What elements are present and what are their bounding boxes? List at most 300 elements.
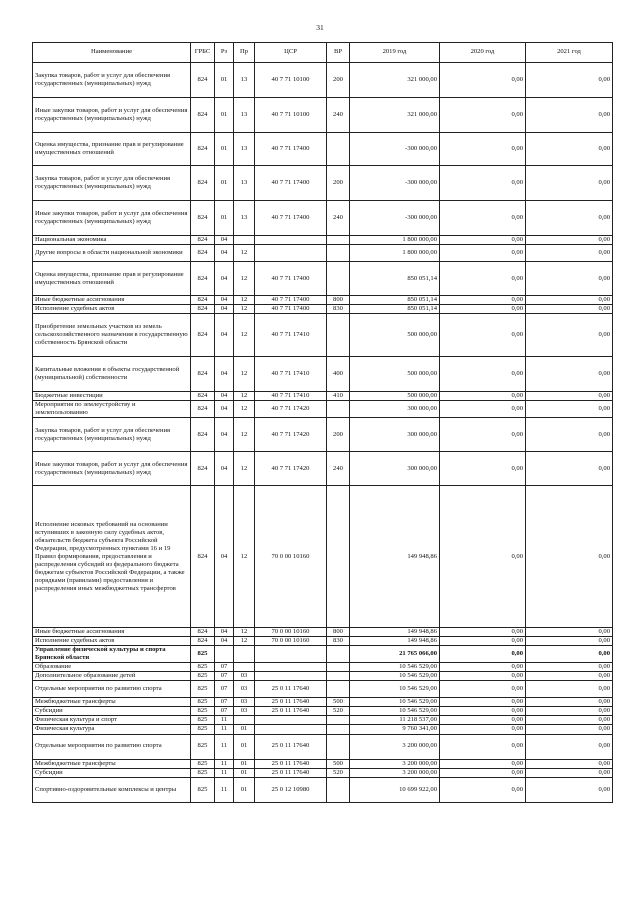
row-2021-cell: 0,00: [526, 401, 613, 418]
row-2021-cell: 0,00: [526, 716, 613, 725]
row-2020-cell: 0,00: [440, 133, 526, 166]
row-pr-cell: 03: [234, 681, 255, 698]
row-csr-cell: 70 0 00 10160: [255, 486, 327, 628]
row-grbs-cell: 825: [191, 681, 215, 698]
row-pr-cell: 01: [234, 759, 255, 768]
row-vr-cell: 500: [327, 698, 350, 707]
row-name-cell: Физическая культура и спорт: [33, 716, 191, 725]
row-csr-cell: 40 7 71 17400: [255, 296, 327, 305]
page-number: 31: [316, 23, 324, 32]
row-grbs-cell: 824: [191, 98, 215, 133]
row-rz-cell: 01: [215, 98, 234, 133]
row-2020-cell: 0,00: [440, 98, 526, 133]
row-grbs-cell: 825: [191, 725, 215, 734]
row-name-cell: Иные бюджетные ассигнования: [33, 628, 191, 637]
row-2019-cell: 500 000,00: [350, 357, 440, 392]
row-vr-cell: 410: [327, 392, 350, 401]
row-csr-cell: 40 7 71 17410: [255, 392, 327, 401]
row-2020-cell: 0,00: [440, 663, 526, 672]
row-2019-cell: 3 200 000,00: [350, 768, 440, 777]
row-csr-cell: 40 7 71 17400: [255, 201, 327, 236]
row-csr-cell: 40 7 71 17410: [255, 314, 327, 357]
row-grbs-cell: 824: [191, 357, 215, 392]
row-rz-cell: 11: [215, 777, 234, 802]
row-2020-cell: 0,00: [440, 734, 526, 759]
row-grbs-cell: 824: [191, 314, 215, 357]
row-name-cell: Приобретение земельных участков из земель сельскохозяйственного назначения в государственную собственность Брянской области: [33, 314, 191, 357]
table-header-row: [33, 43, 613, 63]
row-pr-cell: 12: [234, 637, 255, 646]
row-pr-cell: 12: [234, 486, 255, 628]
row-grbs-cell: 824: [191, 245, 215, 262]
row-csr-cell: 25 0 11 17640: [255, 768, 327, 777]
row-rz-cell: 07: [215, 707, 234, 716]
table-row: [33, 681, 613, 698]
row-2021-cell: 0,00: [526, 392, 613, 401]
row-rz-cell: 01: [215, 166, 234, 201]
table-row: [33, 392, 613, 401]
row-vr-cell: 830: [327, 305, 350, 314]
row-2021-cell: 0,00: [526, 63, 613, 98]
row-2020-cell: 0,00: [440, 637, 526, 646]
row-2019-cell: 850 051,14: [350, 262, 440, 296]
row-csr-cell: 25 0 11 17640: [255, 698, 327, 707]
table-row: [33, 401, 613, 418]
row-2019-cell: 1 800 000,00: [350, 236, 440, 245]
table-row: [33, 418, 613, 452]
row-csr-cell: 70 0 00 10160: [255, 637, 327, 646]
row-rz-cell: 04: [215, 245, 234, 262]
row-2020-cell: 0,00: [440, 401, 526, 418]
row-rz-cell: 07: [215, 672, 234, 681]
table-row: [33, 663, 613, 672]
header-grbs: ГРБС: [191, 43, 215, 63]
row-vr-cell: [327, 672, 350, 681]
row-grbs-cell: 824: [191, 452, 215, 486]
row-name-cell: Иные закупки товаров, работ и услуг для обеспечения государственных (муниципальных) нужд: [33, 201, 191, 236]
table-row: [33, 296, 613, 305]
header-vr: ВР: [327, 43, 350, 63]
row-2020-cell: 0,00: [440, 716, 526, 725]
row-rz-cell: 01: [215, 63, 234, 98]
row-2019-cell: 149 948,86: [350, 637, 440, 646]
row-2020-cell: 0,00: [440, 201, 526, 236]
row-2019-cell: 10 546 529,00: [350, 707, 440, 716]
row-csr-cell: [255, 725, 327, 734]
row-2021-cell: 0,00: [526, 296, 613, 305]
row-grbs-cell: 825: [191, 768, 215, 777]
row-vr-cell: [327, 314, 350, 357]
row-2021-cell: 0,00: [526, 418, 613, 452]
row-2021-cell: 0,00: [526, 236, 613, 245]
table-row: [33, 768, 613, 777]
row-2019-cell: 1 800 000,00: [350, 245, 440, 262]
row-rz-cell: 04: [215, 262, 234, 296]
table-row: [33, 201, 613, 236]
table-row: [33, 486, 613, 628]
row-2021-cell: 0,00: [526, 663, 613, 672]
table-row: [33, 245, 613, 262]
row-csr-cell: 40 7 71 17420: [255, 401, 327, 418]
row-rz-cell: 04: [215, 392, 234, 401]
row-grbs-cell: 824: [191, 262, 215, 296]
table-row: [33, 698, 613, 707]
row-name-cell: Исполнение судебных актов: [33, 305, 191, 314]
row-pr-cell: 01: [234, 777, 255, 802]
row-2019-cell: 300 000,00: [350, 418, 440, 452]
row-vr-cell: [327, 262, 350, 296]
row-name-cell: Оценка имущества, признание прав и регулирование имущественных отношений: [33, 262, 191, 296]
row-2020-cell: 0,00: [440, 166, 526, 201]
row-2019-cell: 10 546 529,00: [350, 698, 440, 707]
row-2019-cell: 9 760 341,00: [350, 725, 440, 734]
row-name-cell: Образование: [33, 663, 191, 672]
row-name-cell: Межбюджетные трансферты: [33, 698, 191, 707]
row-pr-cell: [234, 716, 255, 725]
header-name: Наименование: [33, 43, 191, 63]
row-csr-cell: 40 7 71 17400: [255, 262, 327, 296]
header-2021: 2021 год: [526, 43, 613, 63]
row-vr-cell: 800: [327, 296, 350, 305]
row-name-cell: Закупка товаров, работ и услуг для обеспечения государственных (муниципальных) нужд: [33, 166, 191, 201]
table-row: [33, 725, 613, 734]
row-2021-cell: 0,00: [526, 734, 613, 759]
row-grbs-cell: 824: [191, 628, 215, 637]
row-csr-cell: [255, 245, 327, 262]
row-grbs-cell: 825: [191, 777, 215, 802]
row-rz-cell: 04: [215, 236, 234, 245]
row-2019-cell: 10 546 529,00: [350, 681, 440, 698]
row-2020-cell: 0,00: [440, 357, 526, 392]
row-2020-cell: 0,00: [440, 236, 526, 245]
row-2019-cell: 3 200 000,00: [350, 759, 440, 768]
row-2021-cell: 0,00: [526, 681, 613, 698]
row-2021-cell: 0,00: [526, 133, 613, 166]
row-2021-cell: 0,00: [526, 637, 613, 646]
table-row: [33, 357, 613, 392]
row-2020-cell: 0,00: [440, 628, 526, 637]
row-name-cell: Субсидии: [33, 768, 191, 777]
row-2021-cell: 0,00: [526, 777, 613, 802]
row-rz-cell: 04: [215, 314, 234, 357]
row-name-cell: Мероприятия по землеустройству и землепользованию: [33, 401, 191, 418]
row-2021-cell: 0,00: [526, 98, 613, 133]
row-pr-cell: 13: [234, 201, 255, 236]
row-name-cell: Физическая культура: [33, 725, 191, 734]
row-name-cell: Управление физической культуры и спорта Брянской области: [33, 646, 191, 663]
row-csr-cell: 40 7 71 10100: [255, 63, 327, 98]
row-pr-cell: 13: [234, 63, 255, 98]
row-grbs-cell: 824: [191, 236, 215, 245]
row-2019-cell: 3 200 000,00: [350, 734, 440, 759]
row-pr-cell: 12: [234, 418, 255, 452]
row-pr-cell: 12: [234, 401, 255, 418]
row-2019-cell: 21 765 066,00: [350, 646, 440, 663]
row-2020-cell: 0,00: [440, 392, 526, 401]
row-2021-cell: 0,00: [526, 725, 613, 734]
row-name-cell: Отдельные мероприятия по развитию спорта: [33, 734, 191, 759]
row-pr-cell: 12: [234, 314, 255, 357]
row-2019-cell: 10 546 529,00: [350, 672, 440, 681]
row-pr-cell: 12: [234, 305, 255, 314]
row-2020-cell: 0,00: [440, 452, 526, 486]
row-rz-cell: 11: [215, 734, 234, 759]
row-2019-cell: -300 000,00: [350, 201, 440, 236]
row-rz-cell: 04: [215, 637, 234, 646]
row-2021-cell: 0,00: [526, 768, 613, 777]
row-grbs-cell: 824: [191, 296, 215, 305]
row-vr-cell: [327, 646, 350, 663]
row-2021-cell: 0,00: [526, 357, 613, 392]
row-2019-cell: -300 000,00: [350, 133, 440, 166]
row-vr-cell: [327, 777, 350, 802]
row-csr-cell: [255, 672, 327, 681]
row-2021-cell: 0,00: [526, 262, 613, 296]
row-rz-cell: 04: [215, 357, 234, 392]
row-pr-cell: [234, 663, 255, 672]
row-csr-cell: 40 7 71 17400: [255, 133, 327, 166]
row-vr-cell: [327, 236, 350, 245]
row-name-cell: Закупка товаров, работ и услуг для обеспечения государственных (муниципальных) нужд: [33, 418, 191, 452]
row-csr-cell: [255, 663, 327, 672]
row-vr-cell: [327, 486, 350, 628]
row-grbs-cell: 824: [191, 63, 215, 98]
row-vr-cell: 200: [327, 63, 350, 98]
row-rz-cell: 07: [215, 681, 234, 698]
row-vr-cell: [327, 245, 350, 262]
row-rz-cell: 11: [215, 759, 234, 768]
row-pr-cell: 13: [234, 133, 255, 166]
row-rz-cell: 11: [215, 716, 234, 725]
table-row: [33, 672, 613, 681]
row-rz-cell: 11: [215, 725, 234, 734]
row-vr-cell: 500: [327, 759, 350, 768]
row-rz-cell: 07: [215, 663, 234, 672]
row-2020-cell: 0,00: [440, 305, 526, 314]
row-csr-cell: 40 7 71 17420: [255, 452, 327, 486]
row-pr-cell: 01: [234, 725, 255, 734]
row-2020-cell: 0,00: [440, 777, 526, 802]
row-grbs-cell: 824: [191, 637, 215, 646]
row-name-cell: Спортивно-оздоровительные комплексы и центры: [33, 777, 191, 802]
header-pr: Пр: [234, 43, 255, 63]
row-vr-cell: 800: [327, 628, 350, 637]
row-csr-cell: [255, 646, 327, 663]
row-2021-cell: 0,00: [526, 245, 613, 262]
row-pr-cell: [234, 236, 255, 245]
row-grbs-cell: 824: [191, 305, 215, 314]
header-rz: Рз: [215, 43, 234, 63]
row-name-cell: Субсидии: [33, 707, 191, 716]
row-rz-cell: 04: [215, 452, 234, 486]
row-vr-cell: [327, 725, 350, 734]
row-rz-cell: 04: [215, 486, 234, 628]
row-2019-cell: 321 000,00: [350, 63, 440, 98]
row-vr-cell: [327, 734, 350, 759]
row-2021-cell: 0,00: [526, 201, 613, 236]
row-pr-cell: 12: [234, 357, 255, 392]
row-2020-cell: 0,00: [440, 418, 526, 452]
table-row: [33, 628, 613, 637]
row-2021-cell: 0,00: [526, 707, 613, 716]
row-name-cell: Закупка товаров, работ и услуг для обеспечения государственных (муниципальных) нужд: [33, 63, 191, 98]
row-csr-cell: 40 7 71 17410: [255, 357, 327, 392]
table-row: [33, 452, 613, 486]
row-name-cell: Отдельные мероприятия по развитию спорта: [33, 681, 191, 698]
row-grbs-cell: 825: [191, 734, 215, 759]
row-grbs-cell: 824: [191, 133, 215, 166]
row-csr-cell: 25 0 11 17640: [255, 759, 327, 768]
row-grbs-cell: 824: [191, 401, 215, 418]
row-2020-cell: 0,00: [440, 698, 526, 707]
table-row: [33, 262, 613, 296]
table-row: [33, 63, 613, 98]
row-vr-cell: 830: [327, 637, 350, 646]
row-pr-cell: 12: [234, 628, 255, 637]
row-2021-cell: 0,00: [526, 486, 613, 628]
row-vr-cell: [327, 401, 350, 418]
row-2019-cell: 500 000,00: [350, 392, 440, 401]
row-2019-cell: 850 051,14: [350, 305, 440, 314]
row-2019-cell: 300 000,00: [350, 401, 440, 418]
row-grbs-cell: 824: [191, 392, 215, 401]
row-2020-cell: 0,00: [440, 672, 526, 681]
header-csr: ЦСР: [255, 43, 327, 63]
row-pr-cell: [234, 646, 255, 663]
row-2019-cell: 149 948,86: [350, 628, 440, 637]
row-name-cell: Иные бюджетные ассигнования: [33, 296, 191, 305]
row-rz-cell: 01: [215, 133, 234, 166]
row-vr-cell: [327, 133, 350, 166]
row-pr-cell: 03: [234, 698, 255, 707]
row-2021-cell: 0,00: [526, 759, 613, 768]
row-grbs-cell: 825: [191, 663, 215, 672]
row-2020-cell: 0,00: [440, 646, 526, 663]
table-row: [33, 734, 613, 759]
row-name-cell: Дополнительное образование детей: [33, 672, 191, 681]
row-2020-cell: 0,00: [440, 486, 526, 628]
row-vr-cell: 240: [327, 98, 350, 133]
row-name-cell: Оценка имущества, признание прав и регулирование имущественных отношений: [33, 133, 191, 166]
row-2020-cell: 0,00: [440, 681, 526, 698]
row-2020-cell: 0,00: [440, 245, 526, 262]
row-pr-cell: 12: [234, 245, 255, 262]
row-pr-cell: 12: [234, 296, 255, 305]
row-grbs-cell: 825: [191, 759, 215, 768]
table-row: [33, 716, 613, 725]
table-body: [33, 63, 613, 803]
row-vr-cell: [327, 681, 350, 698]
row-vr-cell: 240: [327, 452, 350, 486]
table-row: [33, 759, 613, 768]
row-vr-cell: 520: [327, 707, 350, 716]
row-grbs-cell: 825: [191, 707, 215, 716]
row-rz-cell: 04: [215, 296, 234, 305]
row-vr-cell: 200: [327, 418, 350, 452]
row-2021-cell: 0,00: [526, 305, 613, 314]
row-vr-cell: 240: [327, 201, 350, 236]
row-2020-cell: 0,00: [440, 262, 526, 296]
row-2020-cell: 0,00: [440, 759, 526, 768]
row-name-cell: Национальная экономика: [33, 236, 191, 245]
row-rz-cell: 04: [215, 628, 234, 637]
row-name-cell: Межбюджетные трансферты: [33, 759, 191, 768]
row-rz-cell: 04: [215, 305, 234, 314]
row-2021-cell: 0,00: [526, 628, 613, 637]
row-grbs-cell: 824: [191, 166, 215, 201]
table-row: [33, 646, 613, 663]
row-2019-cell: 300 000,00: [350, 452, 440, 486]
table-row: [33, 637, 613, 646]
row-2021-cell: 0,00: [526, 452, 613, 486]
row-rz-cell: 01: [215, 201, 234, 236]
row-rz-cell: 04: [215, 401, 234, 418]
row-vr-cell: [327, 663, 350, 672]
row-pr-cell: 12: [234, 452, 255, 486]
row-name-cell: Исполнение исковых требований на основании вступивших в законную силу судебных актов, обязательств бюджета субъекта Российской Федерации, предусмотренных пунктами 16 и 19 Правил формирования, предоставления и распределения субсидий из федерального бюджета бюджетам субъектов Российской Федерации, а также порядками (правилами) предоставления и распределения иных межбюджетных трансфертов: [33, 486, 191, 628]
row-csr-cell: 25 0 11 17640: [255, 681, 327, 698]
row-2021-cell: 0,00: [526, 646, 613, 663]
row-name-cell: Иные закупки товаров, работ и услуг для обеспечения государственных (муниципальных) нужд: [33, 452, 191, 486]
row-rz-cell: 04: [215, 418, 234, 452]
row-pr-cell: 03: [234, 707, 255, 716]
row-2019-cell: 10 546 529,00: [350, 663, 440, 672]
row-grbs-cell: 824: [191, 201, 215, 236]
row-2019-cell: 500 000,00: [350, 314, 440, 357]
row-pr-cell: 01: [234, 734, 255, 759]
row-rz-cell: 07: [215, 698, 234, 707]
row-grbs-cell: 825: [191, 672, 215, 681]
row-2021-cell: 0,00: [526, 672, 613, 681]
table-row: [33, 133, 613, 166]
row-2020-cell: 0,00: [440, 296, 526, 305]
row-2021-cell: 0,00: [526, 166, 613, 201]
row-csr-cell: 40 7 71 17400: [255, 166, 327, 201]
row-pr-cell: 03: [234, 672, 255, 681]
row-2020-cell: 0,00: [440, 725, 526, 734]
row-csr-cell: [255, 236, 327, 245]
row-2019-cell: 11 218 537,00: [350, 716, 440, 725]
row-2020-cell: 0,00: [440, 314, 526, 357]
table-row: [33, 98, 613, 133]
row-csr-cell: 25 0 11 17640: [255, 734, 327, 759]
row-name-cell: Другие вопросы в области национальной экономики: [33, 245, 191, 262]
row-pr-cell: 12: [234, 392, 255, 401]
row-csr-cell: 40 7 71 17420: [255, 418, 327, 452]
row-2021-cell: 0,00: [526, 698, 613, 707]
header-2020: 2020 год: [440, 43, 526, 63]
row-2020-cell: 0,00: [440, 768, 526, 777]
row-grbs-cell: 825: [191, 716, 215, 725]
row-csr-cell: [255, 716, 327, 725]
table-row: [33, 236, 613, 245]
row-rz-cell: [215, 646, 234, 663]
row-vr-cell: [327, 716, 350, 725]
row-pr-cell: 12: [234, 262, 255, 296]
table-row: [33, 707, 613, 716]
row-2021-cell: 0,00: [526, 314, 613, 357]
row-vr-cell: 520: [327, 768, 350, 777]
row-grbs-cell: 825: [191, 698, 215, 707]
row-grbs-cell: 824: [191, 486, 215, 628]
row-grbs-cell: 825: [191, 646, 215, 663]
row-pr-cell: 01: [234, 768, 255, 777]
row-2020-cell: 0,00: [440, 63, 526, 98]
row-csr-cell: 25 0 12 10980: [255, 777, 327, 802]
row-name-cell: Капитальные вложения в объекты государственной (муниципальной) собственности: [33, 357, 191, 392]
header-2019: 2019 год: [350, 43, 440, 63]
row-2019-cell: 850 051,14: [350, 296, 440, 305]
